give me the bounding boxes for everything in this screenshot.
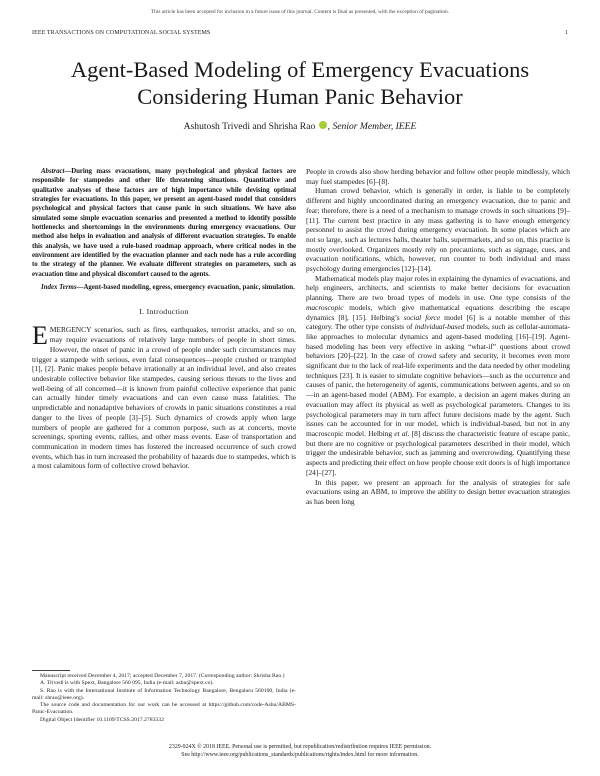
index-terms-label: Index Terms	[41, 284, 77, 292]
section-heading-introduction: I. Introduction	[139, 307, 189, 317]
term-macroscopic: macroscopic	[306, 302, 344, 312]
footnote-rule	[32, 670, 70, 671]
orcid-icon[interactable]	[319, 121, 327, 129]
footnote-affiliation-2: S. Rao is with the International Institute of Information Technology Bangalore, Bengaluru 560100, India (e-mail: shrao@ieee.org).	[32, 687, 296, 701]
copyright-line-2: See http://www.ieee.org/publications_standards/publications/rights/index.html for more information.	[181, 752, 419, 758]
author-line: Ashutosh Trivedi and Shrisha Rao , Senior Member, IEEE	[183, 121, 417, 132]
index-terms: Index Terms—Agent-based modeling, egress, emergency evacuation, panic, simulation.	[41, 284, 295, 292]
term-individual-based: individual-based	[414, 322, 465, 332]
drop-cap: E	[32, 321, 48, 351]
p3-text-b: models, which give mathematical equations describing the escape dynamics [8], [15]. Helbing’s	[306, 302, 570, 322]
footnotes	[32, 673, 296, 724]
right-paragraph-3	[306, 274, 570, 478]
footnote-received: Manuscript received December 4, 2017; accepted December 7, 2017. (Corresponding author: Shrisha Rao.)	[40, 673, 285, 679]
author-names: Ashutosh Trivedi and Shrisha Rao	[183, 121, 316, 132]
right-column	[306, 167, 570, 507]
term-et-al: et al.	[394, 428, 410, 438]
p3-text-c: model [6] is a notable member of this category. The other type consists of	[306, 312, 571, 332]
paper-title	[40, 56, 560, 110]
page-number: 1	[564, 30, 568, 36]
journal-name: IEEE TRANSACTIONS ON COMPUTATIONAL SOCIAL SYSTEMS	[32, 30, 211, 36]
abstract: Abstract—During mass evacuations, many psychological and physical factors are responsible for stampedes and other life threatening situations. Quantitative and qualitative analyses of these factors are of high importance while devising optimal strategies for evacuations. In this paper, we present an agent-based model that considers psychological and physical factors that cause panic in such situations. We have also simulated some simple evacuation scenarios and presented a method to identify possible bottlenecks and shortcomings in the environments during emergency evacuations. Our method also helps in evaluation and analysis of different evacuation strategies. To enable this analysis, we have used a rule-based roadmap approach, where critical nodes in the environment are identified by the evacuation planner and each node has a rule according to the strategy of the planner. We evaluate different strategies on parameters, such as evacuation time and physical discomfort caused to the agents.	[32, 168, 296, 278]
term-social-force: social force	[403, 312, 441, 322]
author-membership: Senior Member, IEEE	[332, 121, 417, 132]
footnote-doi: Digital Object Identifier 10.1109/TCSS.2017.2783332	[40, 716, 164, 723]
p3-text-e: [8] discuss the characteristic feature of escape panic, but there are no cognitive or psychological parameters described in their model, which trigger the undesirable behavior, such as jamming and overcrowding. Quantifying these aspects and predicting their effect on how people choose exit doors is of high importance [24]–[27].	[306, 428, 570, 477]
index-terms-text: Agent-based modeling, egress, emergency evacuation, panic, simulation.	[83, 284, 295, 292]
copyright-notice	[0, 743, 600, 759]
footnote-affiliation-1: A. Trivedi is with Spext, Bangalore 560 095, India (e-mail: ashu@spext.co).	[40, 680, 214, 687]
intro-paragraph	[32, 321, 296, 471]
abstract-label: Abstract	[41, 168, 65, 175]
abstract-text: During mass evacuations, many psychological and physical factors are responsible for stampedes and other life threatening situations. Quantitative and qualitative analyses of these factors are of high importance while devising optimal strategies for evacuations. In this paper, we present an agent-based model that considers psychological and physical factors that cause panic in such situations. We have also simulated some simple evacuation scenarios and presented a method to identify possible bottlenecks and shortcomings in the environments during emergency evacuations. Our method also helps in evaluation and analysis of different evacuation strategies. To enable this analysis, we have used a rule-based roadmap approach, where critical nodes in the environment are identified by the evacuation planner and each node has a rule according to the strategy of the planner. We evaluate different strategies on parameters, such as evacuation time and physical discomfort caused to the agents.	[32, 168, 296, 278]
title-line-1: Agent-Based Modeling of Emergency Evacuations	[70, 57, 530, 82]
intro-paragraph-text: scenarios, such as fires, earthquakes, terrorist attacks, and so on, may require evacuations of relatively large numbers of people in short times. However, the onset of panic in a crowd of people under such circumstances may trigger a stampede with serious, even fatal consequences—people crushed or trampled [1], [2]. Panic makes people behave irrationally at an individual level, and also creates undesirable collective behavior like stampedes, causing serious threats to the lives and well-being of all concerned—it is known from painful collective experience that panic can actually hinder timely evacuations and can even cause mass fatalities. The unpredictable and nonadaptive behaviors of crowds in panic situations constitutes a real danger to the lives of people [3]–[5]. Such dynamics of crowds apply when large numbers of people are gathered for a common purpose, such as at concerts, movie screenings, sporting events, rallies, and other mass events. Ease of transportation and communication in modern times has fostered the increased occurrence of such crowd events, which has in turn increased the probability of hazards due to stampedes, which is a most calamitous form of collective crowd behavior.	[32, 325, 296, 471]
title-line-2: Considering Human Panic Behavior	[137, 84, 463, 109]
acceptance-notice: This article has been accepted for inclusion in a future issue of this journal. Content is final as presented, with the exception of pagination.	[150, 9, 450, 15]
right-paragraph-2: Human crowd behavior, which is generally in order, is liable to be completely different and highly uncoordinated during an emergency evacuation, due to panic and fear; therefore, there is a need of a mechanism to manage crowds in such situations [9]–[11]. The current best practice in any mass gathering is to have enough emergency personnel to assist the crowd during emergency evacuation. In some places which are not so large, such as lectures halls, theater halls, supermarkets, and so on, this practice is mostly overlooked. Organizers mostly rely on precautions, such as signage, cues, and evacuation notifications, which, however, run counter to both individual and mass psychology during emergencies [12]–[14].	[306, 186, 570, 274]
left-column	[32, 167, 296, 471]
intro-lead-word: MERGENCY	[49, 325, 92, 335]
p3-text-a: Mathematical models play major roles in explaining the dynamics of evacuations, and help engineers, architects, and scientists to make better decisions for evacuation planning. There are two broad types of models in use. One type consists of the	[306, 273, 570, 303]
copyright-line-1: 2329-924X © 2018 IEEE. Personal use is permitted, but republication/redistribution requires IEEE permission.	[168, 744, 432, 750]
footnote-code: The source code and documentation for our work can be accessed at https://github.com/code-Ashu/ABMS-Panic-Evacuation.	[32, 702, 296, 716]
right-paragraph-4: In this paper, we present an approach for the analysis of strategies for safe evacuations using an ABM, to improve the ability to design better evacuation strategies as has been long	[306, 477, 570, 506]
p3-text-d: models, such as cellular-automata-like approaches to molecular dynamics and agent-based modeling [16]–[19]. Agent-based modeling has been very effective in asking “what-if” questions about crowd behaviors [20]–[22]. In the case of crowd safety and security, it becomes even more significant due to the lack of real-life experiments and the data needed by other modeling techniques [23]. It is easier to simulate cognitive behaviors—such as the occurrence and causes of panic, the heterogeneity of agents, communications between agents, and so on—in an agent-based model (ABM). For example, a decision an agent makes during an evacuation may affect its physical as well as psychological parameters. Changes to its psychological parameters may in turn affect future decisions made by the agent. Such issues can be accounted for in our model, which is individual-based, but not in any macroscopic model. Helbing	[306, 322, 570, 438]
running-head	[32, 30, 568, 40]
right-paragraph-1: People in crowds also show herding behavior and follow other people mindlessly, which may fuel stampedes [6]–[8].	[306, 167, 570, 186]
